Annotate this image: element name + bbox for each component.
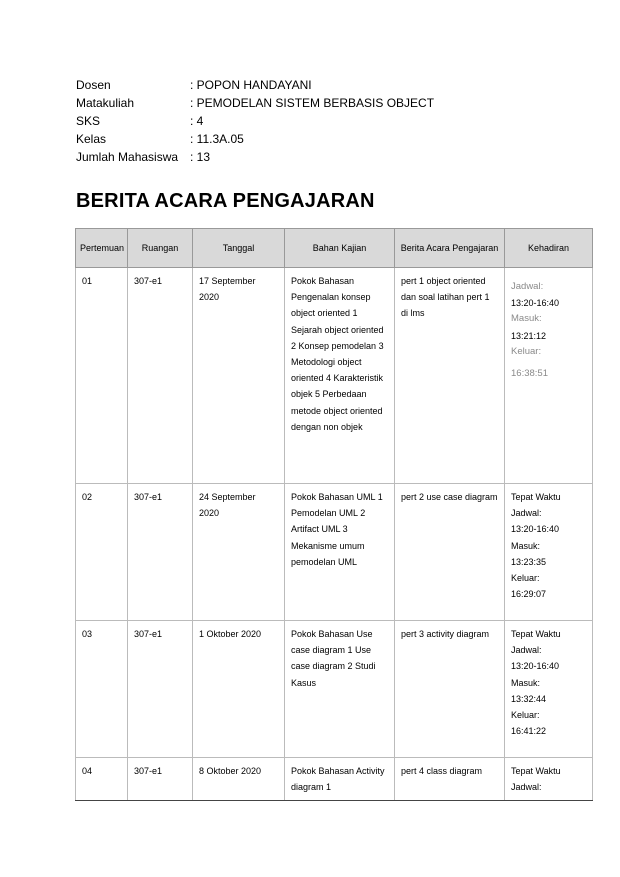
cell-pertemuan: 01 xyxy=(76,268,128,484)
dosen-value: : POPON HANDAYANI xyxy=(190,78,312,92)
table-row xyxy=(76,268,593,484)
cell-ruangan: 307-e1 xyxy=(128,621,193,758)
masuk-value: 13:21:12 xyxy=(511,330,547,341)
cell-bahan-kajian: Pokok Bahasan UML 1 Pemodelan UML 2 Artifact UML 3 Mekanisme umum pemodelan UML xyxy=(285,484,395,621)
cell-berita-acara: pert 2 use case diagram xyxy=(395,484,505,621)
cell-pertemuan: 03 xyxy=(76,621,128,758)
keluar-value: 16:29:07 xyxy=(511,589,547,600)
info-row-sks xyxy=(76,112,434,130)
cell-pertemuan: 04 xyxy=(76,758,128,801)
cell-ruangan: 307-e1 xyxy=(128,484,193,621)
jadwal-label: Jadwal: xyxy=(511,645,542,656)
jadwal-label: Jadwal: xyxy=(511,782,542,793)
cell-tanggal: 24 September 2020 xyxy=(193,484,285,621)
jadwal-value: 13:20-16:40 xyxy=(511,524,560,535)
masuk-value: 13:23:35 xyxy=(511,556,547,567)
jadwal-value: 13:20-16:40 xyxy=(511,298,560,309)
cell-kehadiran xyxy=(505,484,593,621)
berita-acara-table xyxy=(75,228,593,801)
table-header-row xyxy=(76,229,593,268)
cell-bahan-kajian: Pokok Bahasan Use case diagram 1 Use case diagram 2 Studi Kasus xyxy=(285,621,395,758)
cell-berita-acara: pert 4 class diagram xyxy=(395,758,505,801)
masuk-label: Masuk: xyxy=(511,677,541,688)
info-row-matakuliah xyxy=(76,94,434,112)
keluar-value: 16:38:51 xyxy=(511,368,548,380)
jadwal-label: Jadwal: xyxy=(511,508,542,519)
kelas-label: Kelas xyxy=(76,132,107,146)
cell-tanggal: 1 Oktober 2020 xyxy=(193,621,285,758)
header-berita-acara: Berita Acara Pengajaran xyxy=(395,229,505,268)
table-row xyxy=(76,621,593,758)
info-row-kelas xyxy=(76,130,434,148)
header-tanggal: Tanggal xyxy=(193,229,285,268)
jadwal-value: 13:20-16:40 xyxy=(511,661,560,672)
cell-tanggal: 8 Oktober 2020 xyxy=(193,758,285,801)
cell-ruangan: 307-e1 xyxy=(128,758,193,801)
jumlah-mahasiswa-value: : 13 xyxy=(190,150,211,164)
info-row-jumlah xyxy=(76,148,434,166)
header-pertemuan: Pertemuan xyxy=(76,229,128,268)
cell-ruangan: 307-e1 xyxy=(128,268,193,484)
matakuliah-label: Matakuliah xyxy=(76,96,135,110)
jumlah-mahasiswa-label: Jumlah Mahasiswa xyxy=(76,150,179,164)
status-text: Tepat Waktu xyxy=(511,629,561,639)
dosen-label: Dosen xyxy=(76,78,111,92)
sks-label: SKS xyxy=(76,114,101,128)
course-info xyxy=(76,76,434,166)
matakuliah-value: : PEMODELAN SISTEM BERBASIS OBJECT xyxy=(190,96,435,110)
header-ruangan: Ruangan xyxy=(128,229,193,268)
header-kehadiran: Kehadiran xyxy=(505,229,593,268)
keluar-value: 16:41:22 xyxy=(511,726,547,737)
cell-berita-acara: pert 3 activity diagram xyxy=(395,621,505,758)
cell-bahan-kajian: Pokok Bahasan Activity diagram 1 xyxy=(285,758,395,801)
info-row-dosen xyxy=(76,76,434,94)
page-title: BERITA ACARA PENGAJARAN xyxy=(76,190,375,212)
kelas-value: : 11.3A.05 xyxy=(190,132,244,146)
keluar-label: Keluar: xyxy=(511,710,540,721)
table-row xyxy=(76,758,593,801)
table-row xyxy=(76,484,593,621)
keluar-label: Keluar: xyxy=(511,573,540,584)
status-text: Tepat Waktu xyxy=(511,492,561,502)
cell-pertemuan: 02 xyxy=(76,484,128,621)
keluar-label: Keluar: xyxy=(511,345,542,357)
masuk-label: Masuk: xyxy=(511,540,541,551)
status-text: Tepat Waktu xyxy=(511,766,561,776)
sks-value: : 4 xyxy=(190,114,204,128)
cell-berita-acara: pert 1 object oriented dan soal latihan pert 1 di lms xyxy=(395,268,505,484)
masuk-label: Masuk: xyxy=(511,313,542,325)
jadwal-label: Jadwal: xyxy=(511,281,544,292)
masuk-value: 13:32:44 xyxy=(511,693,547,704)
cell-bahan-kajian: Pokok Bahasan Pengenalan konsep object oriented 1 Sejarah object oriented 2 Konsep pemodelan 3 Metodologi object oriented 4 Karakteristik objek 5 Perbedaan metode object oriented dengan non objek xyxy=(285,268,395,484)
cell-kehadiran xyxy=(505,621,593,758)
header-bahan-kajian: Bahan Kajian xyxy=(285,229,395,268)
cell-tanggal: 17 September 2020 xyxy=(193,268,285,484)
cell-kehadiran xyxy=(505,268,593,484)
cell-kehadiran xyxy=(505,758,593,801)
